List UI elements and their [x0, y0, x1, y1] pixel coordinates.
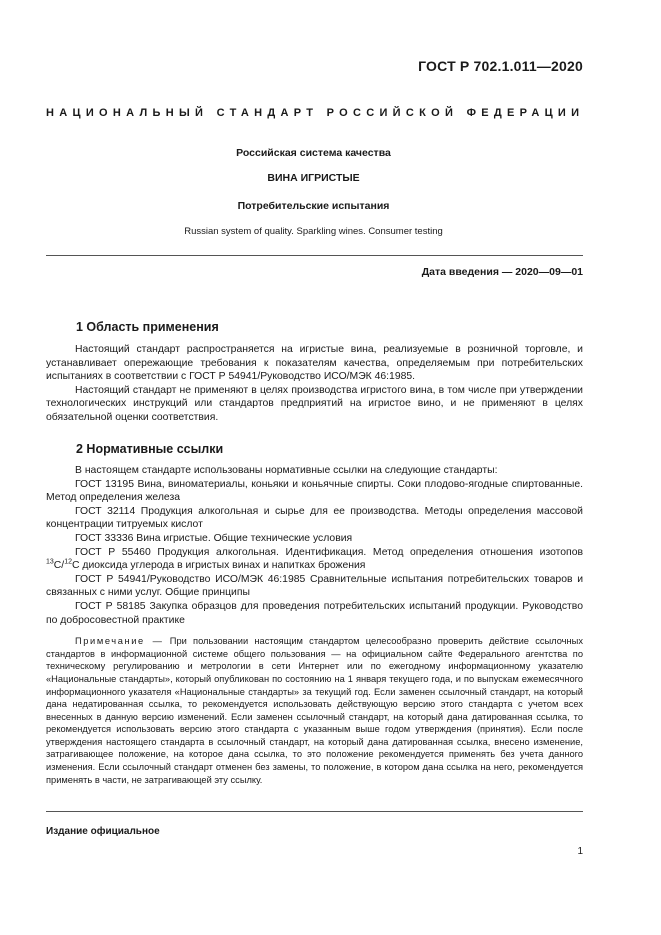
english-title: Russian system of quality. Sparkling wines. Consumer testing: [184, 226, 443, 237]
reference-item: ГОСТ 33336 Вина игристые. Общие технические условия: [75, 532, 353, 544]
document-code: ГОСТ Р 702.1.011—2020: [418, 58, 583, 74]
isotope-superscript: 13: [46, 558, 54, 566]
ref-text: ГОСТ Р 55460 Продукция алкогольная. Идентификация. Метод определения отношения изотопов: [75, 546, 583, 558]
references-intro: В настоящем стандарте использованы нормативные ссылки на следующие стандарты:: [75, 465, 498, 476]
section-scope: [46, 320, 583, 425]
note-text: При пользовании настоящим стандартом целесообразно проверить действие ссылочных стандартов в информационной системе общего пользования — на официальном сайте Федерального агентства по техническому регулированию и метрологии в сети Интернет или по ежегодному информационному указателю «Национальные стандарты», который опубликован по состоянию на 1 января текущего года, и по выпускам ежемесячного информационного указателя «Национальные стандарты» за текущий год. Если заменен ссылочный стандарт, на который дана недатированная ссылка, то рекомендуется использовать действующую версию этого стандарта с учетом всех внесенных в данную версию изменений. Если заменен ссылочный стандарт, на который дана датированная ссылка, то рекомендуется использовать версию этого стандарта с указанным выше годом утверждения (принятия). Если после утверждения настоящего стандарта в ссылочный стандарт, на который дана датированная ссылка, внесено изменение, затрагивающее положение, на которое дана ссылка, то это положение рекомендуется применять без учета данного изменения. Если ссылочный стандарт отменен без замены, то положение, в котором дана ссылка на него, рекомендуется применять в части, не затрагивающей эту ссылку.: [46, 636, 583, 785]
section-normative-references: [46, 442, 583, 786]
system-title: Российская система качества: [236, 147, 391, 159]
reference-item: ГОСТ Р 58185 Закупка образцов для проведения потребительских испытаний продукции. Руководство по добросовестной практике: [46, 600, 583, 626]
isotope-superscript: 12: [64, 558, 72, 566]
paragraph: Настоящий стандарт не применяют в целях производства игристого вина, в том числе при утверждении технологических инструкций или стандартов предприятий на игристое вино, и не применяют в целях обязательной оценки соответствия.: [46, 384, 583, 423]
section-heading: 1 Область применения: [76, 320, 219, 334]
note-label: Примечание —: [75, 636, 164, 647]
official-edition-label: Издание официальное: [46, 826, 160, 837]
ref-text: C/: [53, 560, 65, 572]
subtitle: Потребительские испытания: [237, 200, 390, 212]
page-number: 1: [577, 846, 583, 857]
introduction-date: Дата введения — 2020—09—01: [421, 266, 583, 278]
reference-item: ГОСТ 13195 Вина, виноматериалы, коньяки и коньячные спирты. Соки плодово-ягодные спиртованные. Метод определения железа: [46, 478, 583, 504]
ref-text: C диоксида углерода в игристых винах и напитках брожения: [72, 560, 366, 572]
paragraph: Настоящий стандарт распространяется на игристые вина, реализуемые в розничной торговле, и устанавливает опережающие требования к показателям качества, определяемым при потребительских испытаниях в соответствии с ГОСТ Р 54941/Руководство ИСО/МЭК 46:1985.: [46, 344, 583, 383]
reference-item: [46, 546, 583, 573]
divider-top: [46, 255, 583, 256]
main-title: ВИНА ИГРИСТЫЕ: [267, 172, 360, 184]
section-heading: 2 Нормативные ссылки: [76, 442, 224, 456]
divider-bottom: [46, 811, 583, 812]
reference-item: ГОСТ Р 54941/Руководство ИСО/МЭК 46:1985 Сравнительные испытания потребительских товаров и связанных с ними услуг. Общие принципы: [46, 573, 583, 599]
reference-item: ГОСТ 32114 Продукция алкогольная и сырье для ее производства. Методы определения массовой концентрации титруемых кислот: [46, 505, 583, 531]
note: [46, 635, 583, 786]
national-standard-banner: НАЦИОНАЛЬНЫЙ СТАНДАРТ РОССИЙСКОЙ ФЕДЕРАЦИИ: [46, 107, 585, 119]
